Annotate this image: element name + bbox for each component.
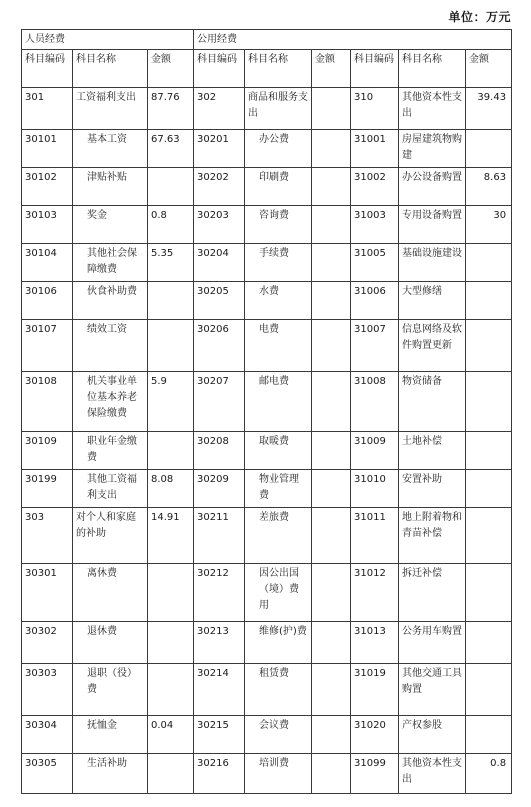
cell-name-2: 差旅费 bbox=[245, 508, 312, 564]
cell-code-3: 31010 bbox=[351, 470, 399, 508]
cell-amount-1 bbox=[148, 282, 194, 320]
cell-amount-3 bbox=[466, 470, 512, 508]
cell-code-3: 31011 bbox=[351, 508, 399, 564]
cell-amount-3 bbox=[466, 432, 512, 470]
cell-code-2: 30207 bbox=[194, 372, 245, 432]
cell-code-3: 31003 bbox=[351, 206, 399, 244]
cell-amount-3: 0.8 bbox=[466, 754, 512, 794]
cell-name-2: 咨询费 bbox=[245, 206, 312, 244]
cell-name-1: 生活补助 bbox=[73, 754, 148, 794]
cell-name-1: 伙食补助费 bbox=[73, 282, 148, 320]
cell-name-3: 其他资本性支出 bbox=[399, 754, 466, 794]
cell-name-2: 手续费 bbox=[245, 244, 312, 282]
section-public: 公用经费 bbox=[194, 30, 512, 50]
cell-name-3: 办公设备购置 bbox=[399, 168, 466, 206]
cell-name-3: 房屋建筑物购建 bbox=[399, 130, 466, 168]
cell-name-3: 拆迁补偿 bbox=[399, 564, 466, 622]
header-name-1: 科目名称 bbox=[73, 50, 148, 88]
cell-code-2: 30206 bbox=[194, 320, 245, 372]
header-name-2: 科目名称 bbox=[245, 50, 312, 88]
cell-name-1: 奖金 bbox=[73, 206, 148, 244]
header-amount-3: 金额 bbox=[466, 50, 512, 88]
cell-name-3: 其他资本性支出 bbox=[399, 88, 466, 130]
cell-code-2: 30212 bbox=[194, 564, 245, 622]
cell-code-1: 30303 bbox=[22, 664, 73, 716]
cell-amount-1: 87.76 bbox=[148, 88, 194, 130]
cell-name-3: 信息网络及软件购置更新 bbox=[399, 320, 466, 372]
cell-amount-3 bbox=[466, 320, 512, 372]
cell-code-3: 31009 bbox=[351, 432, 399, 470]
cell-amount-3 bbox=[466, 508, 512, 564]
cell-name-1: 其他工资福利支出 bbox=[73, 470, 148, 508]
cell-amount-2 bbox=[312, 564, 351, 622]
cell-amount-1: 0.8 bbox=[148, 206, 194, 244]
cell-amount-2 bbox=[312, 244, 351, 282]
cell-name-2: 印刷费 bbox=[245, 168, 312, 206]
cell-amount-3 bbox=[466, 244, 512, 282]
cell-name-2: 物业管理费 bbox=[245, 470, 312, 508]
table-row bbox=[22, 320, 512, 372]
cell-code-1: 30108 bbox=[22, 372, 73, 432]
cell-code-1: 301 bbox=[22, 88, 73, 130]
table-row bbox=[22, 130, 512, 168]
cell-amount-3: 30 bbox=[466, 206, 512, 244]
cell-code-1: 30301 bbox=[22, 564, 73, 622]
table-row bbox=[22, 754, 512, 794]
cell-code-2: 30204 bbox=[194, 244, 245, 282]
cell-amount-1: 5.35 bbox=[148, 244, 194, 282]
cell-name-3: 安置补助 bbox=[399, 470, 466, 508]
table-row bbox=[22, 244, 512, 282]
cell-name-1: 工资福利支出 bbox=[73, 88, 148, 130]
cell-amount-3 bbox=[466, 716, 512, 754]
cell-name-2: 邮电费 bbox=[245, 372, 312, 432]
cell-code-1: 30103 bbox=[22, 206, 73, 244]
cell-amount-3 bbox=[466, 564, 512, 622]
cell-amount-1 bbox=[148, 168, 194, 206]
cell-amount-3 bbox=[466, 622, 512, 664]
cell-code-1: 30107 bbox=[22, 320, 73, 372]
cell-code-2: 30211 bbox=[194, 508, 245, 564]
cell-amount-3 bbox=[466, 372, 512, 432]
cell-amount-1 bbox=[148, 564, 194, 622]
cell-code-2: 30215 bbox=[194, 716, 245, 754]
cell-name-1: 职业年金缴费 bbox=[73, 432, 148, 470]
cell-name-3: 专用设备购置 bbox=[399, 206, 466, 244]
cell-code-3: 31005 bbox=[351, 244, 399, 282]
table-row bbox=[22, 622, 512, 664]
cell-code-1: 30304 bbox=[22, 716, 73, 754]
cell-amount-1 bbox=[148, 320, 194, 372]
cell-name-2: 取暖费 bbox=[245, 432, 312, 470]
table-row bbox=[22, 168, 512, 206]
cell-code-3: 31006 bbox=[351, 282, 399, 320]
cell-amount-1: 14.91 bbox=[148, 508, 194, 564]
cell-name-3: 其他交通工具购置 bbox=[399, 664, 466, 716]
cell-code-3: 31007 bbox=[351, 320, 399, 372]
header-amount-2: 金额 bbox=[312, 50, 351, 88]
cell-code-2: 30214 bbox=[194, 664, 245, 716]
cell-code-3: 31020 bbox=[351, 716, 399, 754]
table-row bbox=[22, 372, 512, 432]
cell-code-1: 30109 bbox=[22, 432, 73, 470]
cell-amount-1 bbox=[148, 754, 194, 794]
cell-amount-2 bbox=[312, 282, 351, 320]
column-header-row bbox=[22, 50, 512, 88]
cell-name-1: 退休费 bbox=[73, 622, 148, 664]
cell-code-1: 30199 bbox=[22, 470, 73, 508]
cell-code-2: 30213 bbox=[194, 622, 245, 664]
cell-name-2: 会议费 bbox=[245, 716, 312, 754]
cell-code-1: 30102 bbox=[22, 168, 73, 206]
cell-code-1: 30101 bbox=[22, 130, 73, 168]
cell-name-1: 退职（役）费 bbox=[73, 664, 148, 716]
cell-name-2: 因公出国（境）费用 bbox=[245, 564, 312, 622]
cell-code-1: 30106 bbox=[22, 282, 73, 320]
cell-amount-1 bbox=[148, 432, 194, 470]
header-code-3: 科目编码 bbox=[351, 50, 399, 88]
table-row bbox=[22, 508, 512, 564]
cell-amount-2 bbox=[312, 716, 351, 754]
cell-code-2: 30208 bbox=[194, 432, 245, 470]
cell-name-1: 绩效工资 bbox=[73, 320, 148, 372]
cell-amount-2 bbox=[312, 372, 351, 432]
cell-name-3: 基础设施建设 bbox=[399, 244, 466, 282]
cell-code-3: 31012 bbox=[351, 564, 399, 622]
cell-code-2: 30201 bbox=[194, 130, 245, 168]
cell-amount-1 bbox=[148, 622, 194, 664]
table-row bbox=[22, 664, 512, 716]
cell-amount-2 bbox=[312, 470, 351, 508]
cell-name-2: 租赁费 bbox=[245, 664, 312, 716]
cell-amount-1: 0.04 bbox=[148, 716, 194, 754]
cell-code-3: 310 bbox=[351, 88, 399, 130]
cell-amount-2 bbox=[312, 664, 351, 716]
table-row bbox=[22, 716, 512, 754]
cell-name-1: 离休费 bbox=[73, 564, 148, 622]
cell-code-2: 30209 bbox=[194, 470, 245, 508]
cell-name-2: 办公费 bbox=[245, 130, 312, 168]
budget-table bbox=[21, 29, 512, 794]
table-row bbox=[22, 564, 512, 622]
cell-code-2: 30216 bbox=[194, 754, 245, 794]
cell-code-3: 31099 bbox=[351, 754, 399, 794]
cell-code-3: 31002 bbox=[351, 168, 399, 206]
table-row bbox=[22, 206, 512, 244]
cell-code-3: 31008 bbox=[351, 372, 399, 432]
cell-amount-2 bbox=[312, 168, 351, 206]
header-code-2: 科目编码 bbox=[194, 50, 245, 88]
header-name-3: 科目名称 bbox=[399, 50, 466, 88]
cell-name-1: 抚恤金 bbox=[73, 716, 148, 754]
cell-amount-1: 67.63 bbox=[148, 130, 194, 168]
cell-name-3: 物资储备 bbox=[399, 372, 466, 432]
cell-amount-3 bbox=[466, 130, 512, 168]
section-header-row bbox=[22, 30, 512, 50]
cell-amount-2 bbox=[312, 88, 351, 130]
table-row bbox=[22, 282, 512, 320]
cell-name-2: 电费 bbox=[245, 320, 312, 372]
cell-name-1: 津贴补贴 bbox=[73, 168, 148, 206]
cell-name-1: 基本工资 bbox=[73, 130, 148, 168]
cell-amount-2 bbox=[312, 754, 351, 794]
cell-code-2: 30203 bbox=[194, 206, 245, 244]
cell-code-2: 30205 bbox=[194, 282, 245, 320]
table-row bbox=[22, 88, 512, 130]
cell-code-1: 30302 bbox=[22, 622, 73, 664]
header-amount-1: 金额 bbox=[148, 50, 194, 88]
cell-amount-2 bbox=[312, 622, 351, 664]
cell-code-3: 31001 bbox=[351, 130, 399, 168]
cell-name-3: 公务用车购置 bbox=[399, 622, 466, 664]
cell-name-1: 其他社会保障缴费 bbox=[73, 244, 148, 282]
cell-code-1: 30305 bbox=[22, 754, 73, 794]
cell-amount-3 bbox=[466, 664, 512, 716]
cell-name-3: 大型修缮 bbox=[399, 282, 466, 320]
cell-name-2: 维修(护)费 bbox=[245, 622, 312, 664]
cell-code-2: 302 bbox=[194, 88, 245, 130]
table-row bbox=[22, 432, 512, 470]
cell-code-1: 30104 bbox=[22, 244, 73, 282]
cell-name-2: 培训费 bbox=[245, 754, 312, 794]
cell-code-2: 30202 bbox=[194, 168, 245, 206]
cell-amount-3: 39.43 bbox=[466, 88, 512, 130]
table-row bbox=[22, 470, 512, 508]
cell-code-3: 31013 bbox=[351, 622, 399, 664]
cell-amount-2 bbox=[312, 206, 351, 244]
cell-amount-1: 5.9 bbox=[148, 372, 194, 432]
cell-name-1: 机关事业单位基本养老保险缴费 bbox=[73, 372, 148, 432]
cell-name-3: 产权参股 bbox=[399, 716, 466, 754]
cell-amount-3: 8.63 bbox=[466, 168, 512, 206]
cell-amount-1: 8.08 bbox=[148, 470, 194, 508]
cell-amount-1 bbox=[148, 664, 194, 716]
cell-amount-3 bbox=[466, 282, 512, 320]
unit-label: 单位：万元 bbox=[448, 10, 511, 24]
cell-amount-2 bbox=[312, 130, 351, 168]
cell-name-2: 商品和服务支出 bbox=[245, 88, 312, 130]
cell-code-3: 31019 bbox=[351, 664, 399, 716]
cell-name-3: 土地补偿 bbox=[399, 432, 466, 470]
cell-code-1: 303 bbox=[22, 508, 73, 564]
cell-name-1: 对个人和家庭的补助 bbox=[73, 508, 148, 564]
cell-amount-2 bbox=[312, 508, 351, 564]
cell-name-2: 水费 bbox=[245, 282, 312, 320]
cell-amount-2 bbox=[312, 320, 351, 372]
cell-name-3: 地上附着物和青苗补偿 bbox=[399, 508, 466, 564]
cell-amount-2 bbox=[312, 432, 351, 470]
section-personnel: 人员经费 bbox=[22, 30, 194, 50]
header-code-1: 科目编码 bbox=[22, 50, 73, 88]
